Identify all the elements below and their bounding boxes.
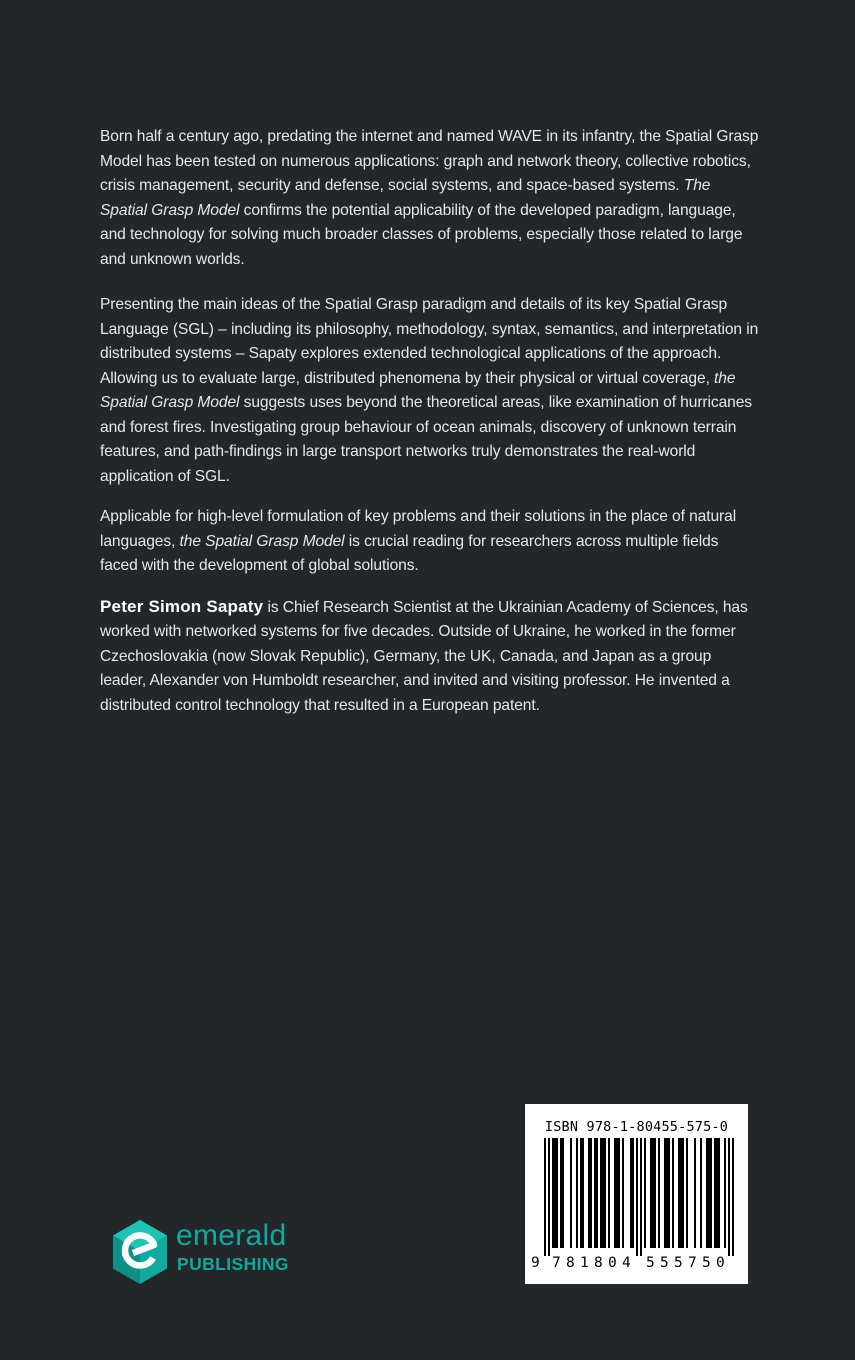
author-bio-text: is Chief Research Scientist at the Ukrainian Academy of Sciences, has worked with networked systems for five decades. Outside of Ukraine, he worked in the former Czechoslovakia (now Slovak Republic), Germany, the UK, Canada, and Japan as a group leader, Alexander von Humboldt researcher, and invited and visiting professor. He invented a distributed control technology that resulted in a European patent. — [100, 598, 748, 714]
ean-digit: 5 — [702, 1255, 711, 1271]
barcode-bar — [658, 1138, 660, 1248]
barcode-bar — [708, 1138, 710, 1248]
barcode-bar — [622, 1138, 624, 1248]
barcode-bar — [588, 1138, 590, 1248]
barcode-bar — [654, 1138, 656, 1248]
barcode-bar — [732, 1138, 734, 1256]
emerald-e-hexagon-icon — [110, 1218, 170, 1286]
barcode-bar — [714, 1138, 716, 1248]
barcode-bar — [680, 1138, 682, 1248]
ean-digit: 5 — [660, 1255, 669, 1271]
book-title-italic: the Spatial Grasp Model — [179, 532, 345, 550]
barcode-bar — [552, 1138, 554, 1248]
paragraph-text: Born half a century ago, predating the internet and named WAVE in its infantry, the Spatial Grasp Model has been tested on numerous applications: graph and network theory, collective robotics, crisis management, security and defense, social systems, and space-based systems. — [100, 128, 759, 194]
barcode-bar — [560, 1138, 562, 1248]
barcode-bar — [694, 1138, 696, 1248]
barcode-bar — [652, 1138, 654, 1248]
back-cover-blurb — [100, 125, 760, 734]
ean-digit: 1 — [580, 1255, 589, 1271]
barcode-bar — [666, 1138, 668, 1248]
barcode-bar — [582, 1138, 584, 1248]
barcode-bar — [706, 1138, 708, 1248]
author-name: Peter Simon Sapaty — [100, 596, 264, 616]
barcode-bar — [644, 1138, 646, 1248]
barcode-bar — [614, 1138, 616, 1248]
ean-digit: 8 — [566, 1255, 575, 1271]
paragraph-text: confirms the potential applicability of the developed paradigm, language, and technology for solving much broader classes of problems, especially those related to large and unknown worlds. — [100, 201, 743, 268]
barcode-bar — [716, 1138, 718, 1248]
paragraph-text: suggests uses beyond the theoretical areas, like examination of hurricanes and forest fires. Investigating group behaviour of ocean animals, discovery of unknown terrain features, and path-findings in large transport networks truly demonstrates the real-world application of SGL. — [100, 394, 752, 485]
publisher-subname: PUBLISHING — [177, 1254, 289, 1274]
barcode-bar — [682, 1138, 684, 1248]
ean-digit: 5 — [674, 1255, 683, 1271]
book-title-italic: the Spatial Grasp Model — [100, 369, 736, 411]
barcode-bar — [630, 1138, 632, 1248]
barcode-bar — [544, 1138, 546, 1256]
barcode-bar — [710, 1138, 712, 1248]
ean-digit: 9 — [531, 1255, 540, 1271]
paragraph-text: Applicable for high-level formulation of key problems and their solutions in the place of natural languages, — [100, 508, 737, 550]
author-bio — [100, 595, 760, 719]
barcode-bar — [618, 1138, 620, 1248]
ean-digit: 5 — [646, 1255, 655, 1271]
book-title-italic: The Spatial Grasp Model — [100, 177, 711, 219]
barcode-bar — [594, 1138, 596, 1248]
barcode-bar — [668, 1138, 670, 1248]
barcode-bar — [580, 1138, 582, 1248]
barcode-bar — [554, 1138, 556, 1248]
paragraph-text: is crucial reading for researchers across multiple fields faced with the development of global solutions. — [100, 532, 719, 574]
barcode-bar — [636, 1138, 638, 1256]
barcode-bar — [590, 1138, 592, 1248]
publisher-logo — [110, 1218, 350, 1288]
isbn-label: ISBN 978-1-80455-575-0 — [544, 1119, 729, 1135]
barcode-bar — [616, 1138, 618, 1248]
publisher-name: emerald — [176, 1219, 287, 1252]
paragraph-text: Presenting the main ideas of the Spatial Grasp paradigm and details of its key Spatial Grasp Language (SGL) – including its philosophy, methodology, syntax, semantics, and interpretation in distributed systems – Sapaty explores extended technological applications of the approach. Allowing us to evaluate large, distributed phenomena by their physical or virtual coverage, — [100, 296, 759, 387]
barcode-bar — [700, 1138, 702, 1248]
barcode-bar — [724, 1138, 726, 1248]
ean-digit: 8 — [594, 1255, 603, 1271]
barcode-bar — [728, 1138, 730, 1256]
ean-digit: 4 — [622, 1255, 631, 1271]
ean-digits — [525, 1255, 748, 1275]
barcode-bar — [604, 1138, 606, 1248]
barcode-bar — [576, 1138, 578, 1248]
barcode-bar — [650, 1138, 652, 1248]
isbn-barcode — [525, 1104, 748, 1284]
barcode-bar — [672, 1138, 674, 1248]
ean-digit: 0 — [716, 1255, 725, 1271]
ean-digit: 7 — [552, 1255, 561, 1271]
barcode-bar — [640, 1138, 642, 1256]
ean-digit: 0 — [608, 1255, 617, 1271]
barcode-bars — [544, 1138, 734, 1256]
barcode-bar — [608, 1138, 610, 1248]
barcode-bar — [602, 1138, 604, 1248]
blurb-paragraph-1 — [100, 125, 760, 272]
barcode-bar — [596, 1138, 598, 1248]
blurb-paragraph-2 — [100, 293, 760, 489]
barcode-bar — [678, 1138, 680, 1248]
blurb-paragraph-3 — [100, 505, 760, 579]
barcode-bar — [600, 1138, 602, 1248]
barcode-bar — [556, 1138, 558, 1248]
barcode-bar — [664, 1138, 666, 1248]
barcode-bar — [718, 1138, 720, 1248]
barcode-bar — [686, 1138, 688, 1248]
ean-digit: 7 — [688, 1255, 697, 1271]
barcode-bar — [570, 1138, 572, 1248]
barcode-bar — [562, 1138, 564, 1248]
barcode-bar — [632, 1138, 634, 1248]
barcode-bar — [548, 1138, 550, 1256]
